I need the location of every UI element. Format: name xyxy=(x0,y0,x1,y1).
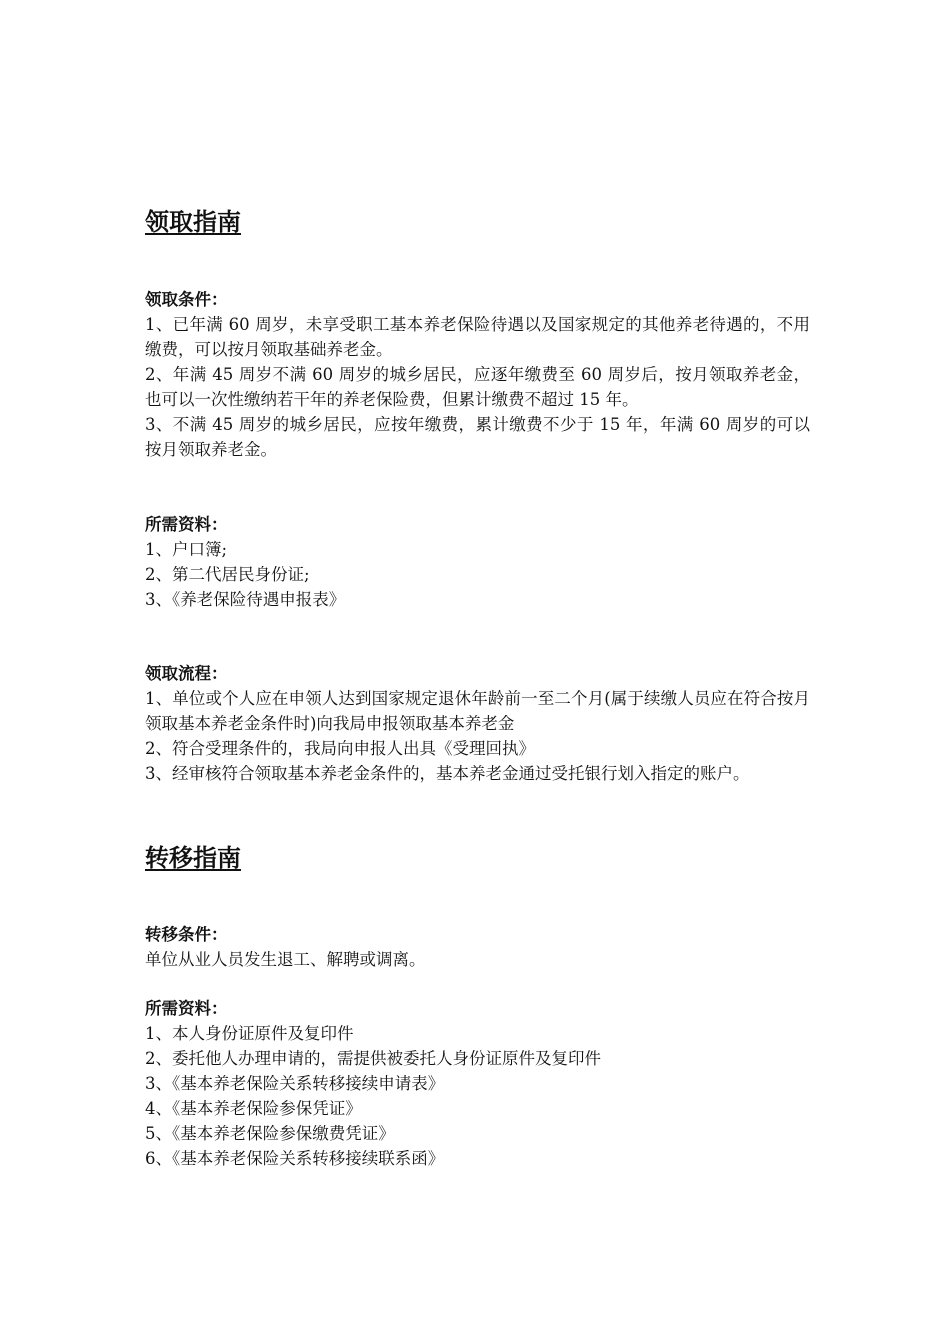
transfer-material-item: 5、《基本养老保险参保缴费凭证》 xyxy=(145,1124,395,1143)
transfer-material-item: 2、委托他人办理申请的，需提供被委托人身份证原件及复印件 xyxy=(145,1049,601,1068)
collection-conditions xyxy=(145,287,810,462)
transfer-material-item: 6、《基本养老保险关系转移接续联系函》 xyxy=(145,1149,445,1168)
transfer-materials xyxy=(145,996,810,1171)
collection-process-item: 3、经审核符合领取基本养老金条件的，基本养老金通过受托银行划入指定的账户。 xyxy=(145,764,750,783)
collection-condition-item: 2、年满 45 周岁不满 60 周岁的城乡居民，应逐年缴费至 60 周岁后，按月领取养老金，也可以一次性缴纳若干年的养老保险费，但累计缴费不超过 15 年。 xyxy=(145,365,810,409)
transfer-material-item: 3、《基本养老保险关系转移接续申请表》 xyxy=(145,1074,445,1093)
transfer-materials-label: 所需资料： xyxy=(145,999,228,1018)
transfer-condition-text: 单位从业人员发生退工、解聘或调离。 xyxy=(145,950,426,969)
collection-materials xyxy=(145,512,810,612)
collection-process-item: 1、单位或个人应在申领人达到国家规定退休年龄前一至二个月(属于续缴人员应在符合按月领取基本养老金条件时)向我局申报领取基本养老金 xyxy=(145,689,810,733)
collection-process-label: 领取流程： xyxy=(145,664,228,683)
collection-materials-label: 所需资料： xyxy=(145,515,228,534)
section-title-collection-guide: 领取指南 xyxy=(145,207,241,236)
transfer-conditions xyxy=(145,922,810,972)
collection-conditions-label: 领取条件： xyxy=(145,290,228,309)
transfer-conditions-label: 转移条件： xyxy=(145,925,228,944)
collection-condition-item: 3、不满 45 周岁的城乡居民，应按年缴费，累计缴费不少于 15 年，年满 60 周岁的可以按月领取养老金。 xyxy=(145,415,810,459)
collection-process-item: 2、符合受理条件的，我局向申报人出具《受理回执》 xyxy=(145,739,535,758)
collection-material-item: 3、《养老保险待遇申报表》 xyxy=(145,590,346,609)
collection-process xyxy=(145,661,810,786)
section-title-transfer-guide: 转移指南 xyxy=(145,843,241,872)
collection-material-item: 1、户口簿; xyxy=(145,540,228,559)
transfer-material-item: 4、《基本养老保险参保凭证》 xyxy=(145,1099,362,1118)
transfer-material-item: 1、本人身份证原件及复印件 xyxy=(145,1024,354,1043)
collection-condition-item: 1、已年满 60 周岁，未享受职工基本养老保险待遇以及国家规定的其他养老待遇的，不用缴费，可以按月领取基础养老金。 xyxy=(145,315,810,359)
collection-material-item: 2、第二代居民身份证; xyxy=(145,565,310,584)
